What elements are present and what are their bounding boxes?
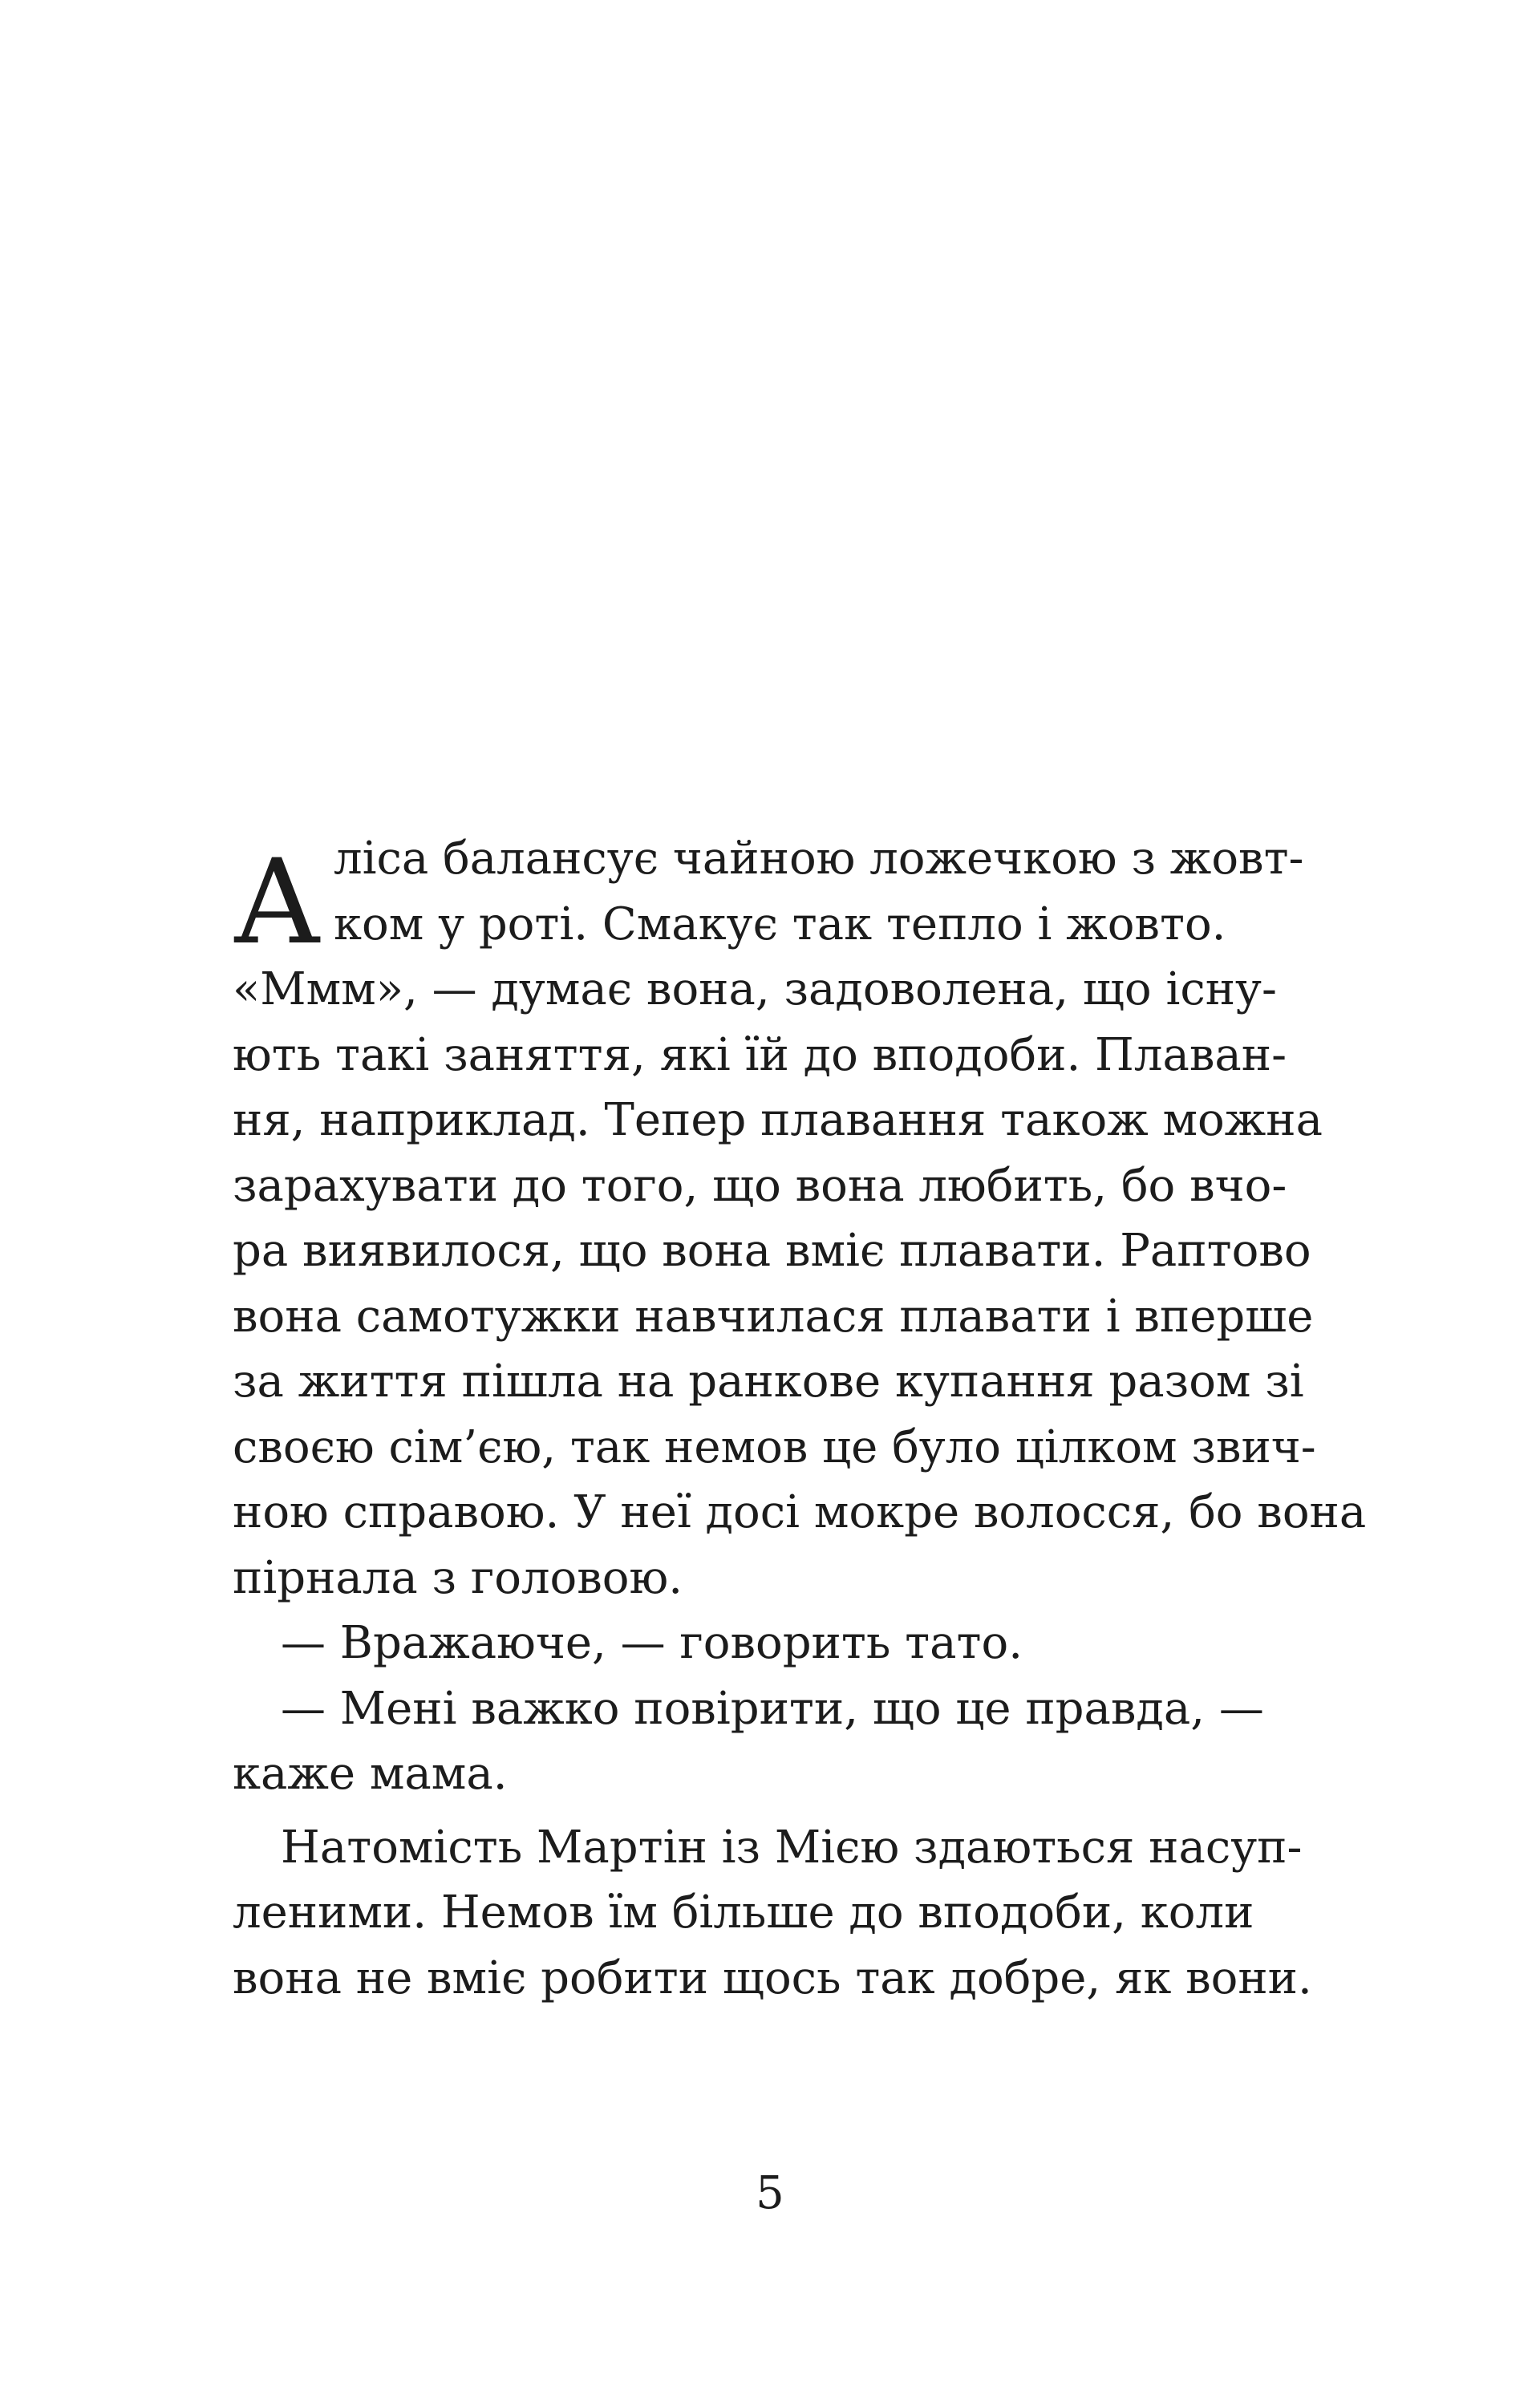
dialogue-line: каже мама. [233,1748,508,1800]
page-number: 5 [756,2167,784,2219]
text-line: леними. Немов їм більше до вподоби, коли [233,1886,1254,1939]
text-line: ра виявилося, що вона вміє плавати. Раптово [233,1225,1311,1277]
text-line: «Ммм», — думає вона, задоволена, що існу- [233,963,1277,1015]
text-line: ною справою. У неї досі мокре волосся, бо вона [233,1486,1367,1538]
text-line: ліса балансує чайною ложечкою з жовт- [334,833,1304,885]
text-line: своєю сім’єю, так немов це було цілком звич- [233,1420,1316,1473]
dialogue-line: — Вражаюче, — говорить тато. [281,1617,1023,1669]
body-text [233,826,1367,2011]
text-line: пірнала з головою. [233,1551,683,1604]
text-line: вона самотужки навчилася плавати і вперше [233,1290,1314,1343]
text-line: за життя пішла на ранкове купання разом зі [233,1356,1304,1408]
text-line: вона не вміє робити щось так добре, як вони. [233,1951,1312,2004]
text-line: Натомість Мартін із Мією здаються насуп- [281,1821,1303,1874]
text-line: зарахувати до того, що вона любить, бо вчо- [233,1159,1287,1212]
text-line: ком у роті. Смакує так тепло і жовто. [334,898,1226,950]
text-line: ють такі заняття, які їй до вподоби. Плаван- [233,1028,1287,1081]
text-line: ня, наприклад. Тепер плавання також можна [233,1094,1323,1146]
dialogue-line: — Мені важко повірити, що це правда, — [281,1682,1264,1735]
drop-cap: А [233,834,322,971]
